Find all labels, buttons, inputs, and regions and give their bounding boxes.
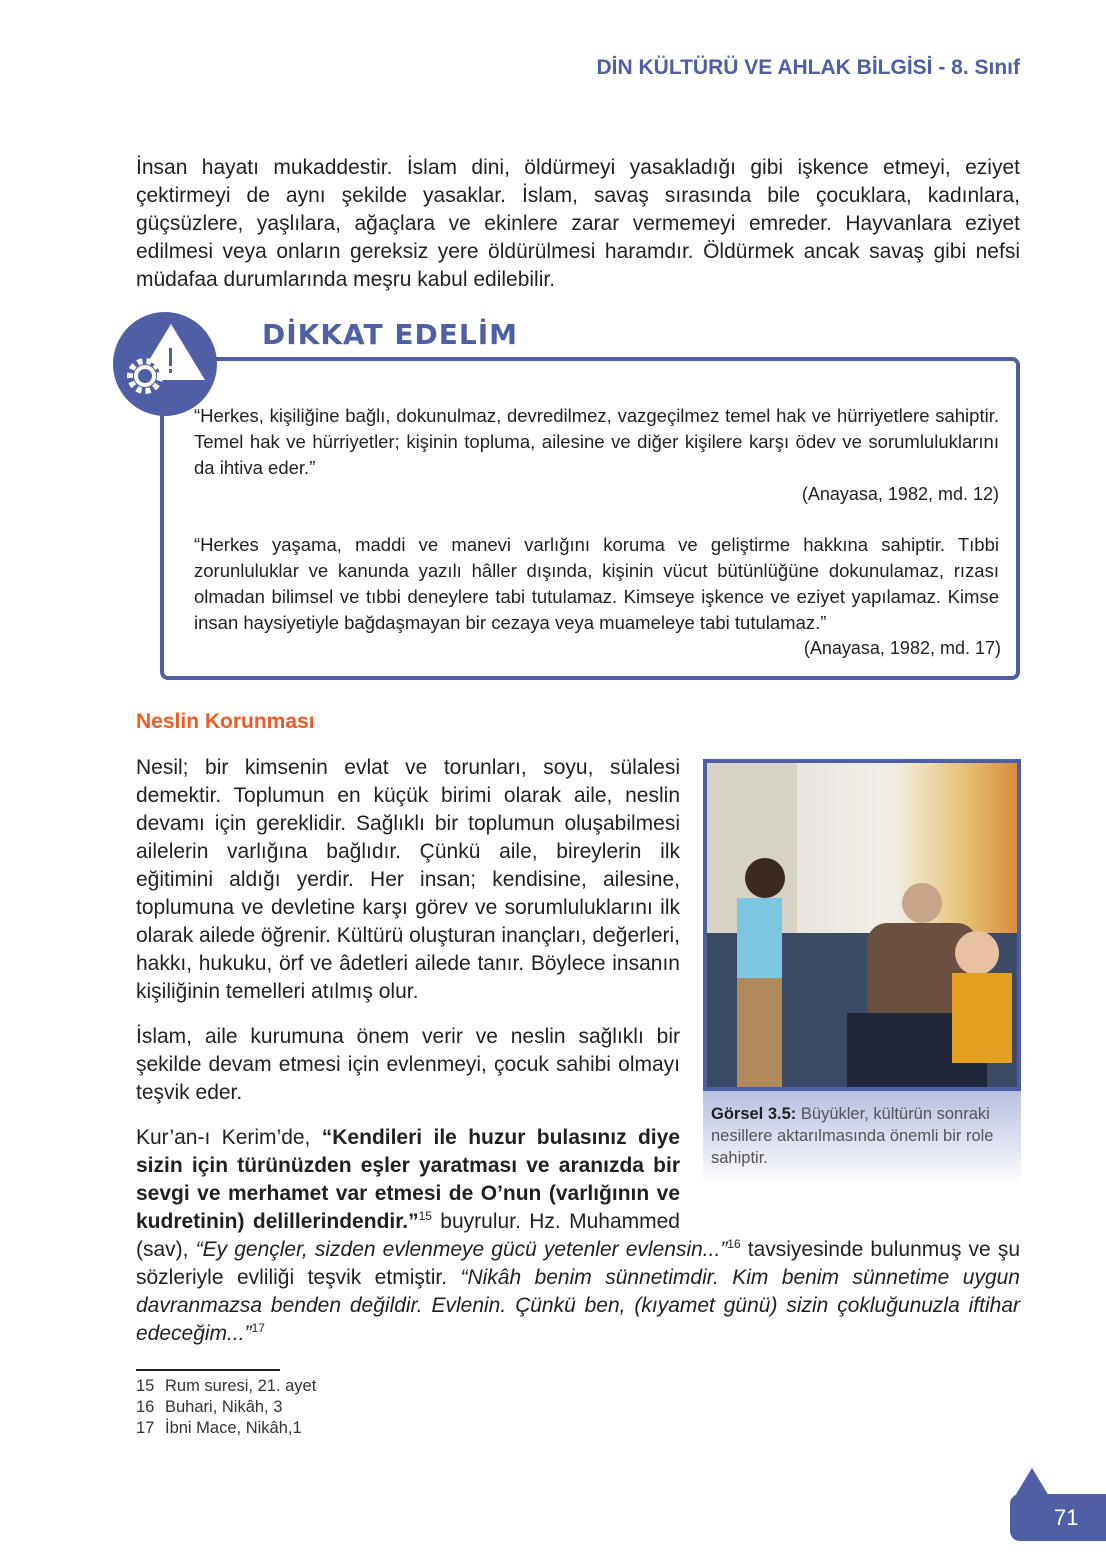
text: buyrulur. Hz. Muhammed (sav), (136, 1210, 680, 1261)
text: Kur’an-ı Kerim’de, (136, 1126, 322, 1149)
quote-2: “Herkes yaşama, maddi ve manevi varlığını koruma ve geliştirme hakkına sahiptir. Tıbbi zorunluluklar ve kanunda yazılı hâller dışında, kişinin vücut bütünlüğüne dokunulamaz, rızası olmadan bilimsel ve tıbbi deneylere tabi tutulamaz. Kimseye işkence ve eziyet yapılamaz. Kimse insan haysiyetiyle bağdaşmayan bir cezaya veya muameleye tabi tutulamaz.” (194, 534, 999, 633)
caption-text: Büyükler, kültürün sonraki nesillere aktarılmasında önemli bir role sahiptir. (711, 1105, 994, 1167)
quote-2-source: (Anayasa, 1982, md. 17) (803, 638, 1001, 658)
quote-1: “Herkes, kişiliğine bağlı, dokunulmaz, devredilmez, vazgeçilmez temel hak ve hürriyetlere sahiptir. Temel hak ve hürriyetler; kişinin topluma, ailesine ve diğer kişilere karşı ödev ve sorumluluklarını da ihtiva eder.” (194, 405, 999, 478)
footnote-ref: 15 (418, 1209, 432, 1223)
intro-paragraph: İnsan hayatı mukaddestir. İslam dini, öldürmeyi yasakladığı gibi işkence etmeyi, eziyet çektirmeyi de aynı şekilde yasaklar. İslam, savaş sırasında bile çocuklara, kadınlara, güçsüzlere, yaşlılara, ağaçlara ve ekinlere zarar vermemeyi emreder. Hayvanlara eziyet edilmesi veya onların gereksiz yere öldürülmesi haramdır. Öldürmek ancak savaş gibi nefsi müdafaa durumlarında meşru kabul edilebilir. (136, 156, 1020, 291)
paragraph-2: İslam, aile kurumuna önem verir ve neslin sağlıklı bir şekilde devam etmesi için evlenmeyi, çocuk sahibi olmayı teşvik eder. (136, 1025, 680, 1104)
footnote (136, 1418, 302, 1439)
page-number: 71 (1010, 1494, 1106, 1541)
footnote (136, 1397, 282, 1418)
gear-warning-icon (113, 312, 217, 416)
quote-1-source: (Anayasa, 1982, md. 12) (801, 484, 999, 504)
page-tab-arrow (1015, 1468, 1049, 1496)
footnote (136, 1376, 316, 1397)
footnote-text: Buhari, Nikâh, 3 (165, 1398, 283, 1416)
footnote-text: İbni Mace, Nikâh,1 (165, 1419, 302, 1437)
figure-label: Görsel 3.5: (711, 1105, 797, 1123)
footnote-divider (136, 1369, 280, 1371)
figure-caption (703, 1091, 1021, 1186)
footnote-ref: 17 (251, 1321, 265, 1335)
hadith-quote: “Ey gençler, sizden evlenmeye gücü yetenler evlensin...” (195, 1238, 728, 1261)
paragraph-1: Nesil; bir kimsenin evlat ve torunları, soyu, sülalesi demektir. Toplumun en küçük birimi olarak aile, neslin devamı için gereklidir. Sağlıklı bir toplumun oluşabilmesi ailelerin varlığına bağlıdır. Çünkü aile, bireylerin ilk eğitimini aldığı yerdir. Her insan; kendisine, ailesine, toplumuna ve devletine karşı görev ve sorumluluklarını ilk olarak ailede öğrenir. Kültürü oluşturan inançları, değerleri, hakkı, hukuku, örf ve âdetleri ailede tanır. Böylece insanın kişiliğinin temelleri atılmış olur. (136, 756, 680, 1003)
text: tavsiyesinde bulunmuş ve şu sözleriyle evliliği teşvik etmiştir. (136, 1238, 1021, 1289)
footnote-ref: 16 (727, 1237, 741, 1251)
footnote-number: 17 (136, 1419, 155, 1437)
footnote-number: 15 (136, 1377, 155, 1395)
footnote-text: Rum suresi, 21. ayet (165, 1377, 317, 1395)
dikkat-title: DİKKAT EDELİM (262, 318, 519, 351)
running-header: DİN KÜLTÜRÜ VE AHLAK BİLGİSİ - 8. Sınıf (596, 56, 1020, 79)
quran-quote: “Kendileri ile huzur bulasınız diye sizin için türünüzden eşler yaratması ve aranızda bir sevgi ve merhamet var etmesi de O’nun (varlığının ve kudretinin) delillerindendir.” (136, 1126, 680, 1233)
footnote-number: 16 (136, 1398, 155, 1416)
hadith-quote: “Nikâh benim sünnetimdir. Kim benim sünnetime uygun davranmazsa benden değildir. Evlenin. Çünkü ben, (kıyamet günü) sizin çokluğunuzla iftihar edeceğim...” (136, 1266, 1020, 1345)
section-heading: Neslin Korunması (136, 710, 315, 733)
family-photo (703, 759, 1021, 1091)
